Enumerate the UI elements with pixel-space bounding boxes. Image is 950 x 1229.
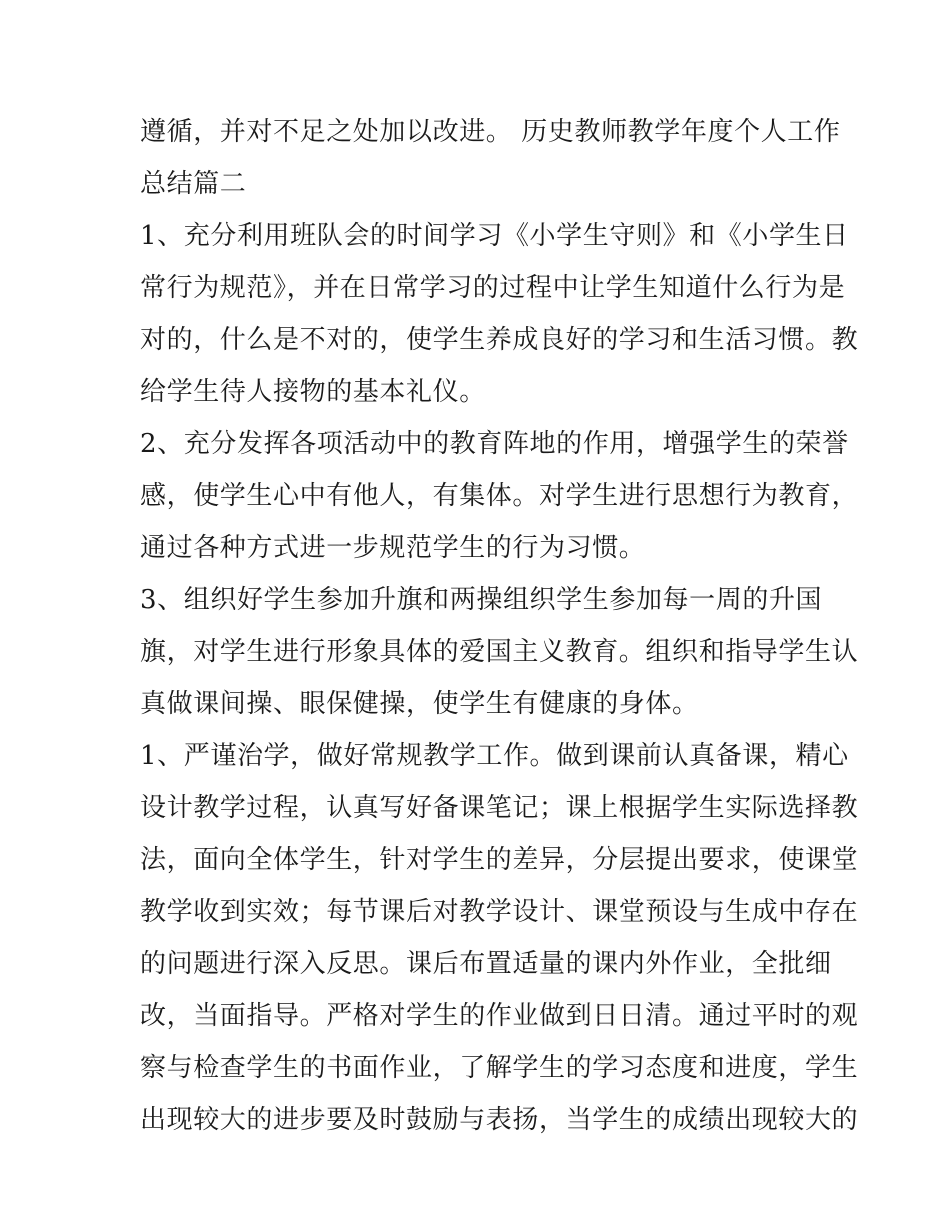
text-line: 改，当面指导。严格对学生的作业做到日日清。通过平时的观 xyxy=(140,1001,859,1031)
text-line: 教学收到实效；每节课后对教学设计、课堂预设与生成中存在 xyxy=(140,897,859,927)
text-line: 真做课间操、眼保健操，使学生有健康的身体。 xyxy=(140,689,699,719)
text-line: 1、严谨治学，做好常规教学工作。做到课前认真备课，精心 xyxy=(140,741,849,771)
text-line: 的问题进行深入反思。课后布置适量的课内外作业，全批细 xyxy=(140,949,832,979)
text-line: 遵循，并对不足之处加以改进。 历史教师教学年度个人工作 xyxy=(140,117,841,147)
text-line: 1、充分利用班队会的时间学习《小学生守则》和《小学生日 xyxy=(140,221,849,251)
text-line: 常行为规范》，并在日常学习的过程中让学生知道什么行为是 xyxy=(140,273,846,303)
text-line: 法，面向全体学生，针对学生的差异，分层提出要求，使课堂 xyxy=(140,845,859,875)
text-line: 对的，什么是不对的，使学生养成良好的学习和生活习惯。教 xyxy=(140,325,859,355)
text-line: 察与检查学生的书面作业，了解学生的学习态度和进度，学生 xyxy=(140,1053,859,1083)
document-body xyxy=(140,106,859,1146)
text-line: 通过各种方式进一步规范学生的行为习惯。 xyxy=(140,533,646,563)
text-line: 出现较大的进步要及时鼓励与表扬，当学生的成绩出现较大的 xyxy=(140,1105,859,1135)
text-line: 3、组织好学生参加升旗和两操组织学生参加每一周的升国 xyxy=(140,585,823,615)
text-line: 设计教学过程，认真写好备课笔记；课上根据学生实际选择教 xyxy=(140,793,859,823)
text-line: 旗，对学生进行形象具体的爱国主义教育。组织和指导学生认 xyxy=(140,637,859,667)
text-line: 给学生待人接物的基本礼仪。 xyxy=(140,377,486,407)
text-line: 2、充分发挥各项活动中的教育阵地的作用，增强学生的荣誉 xyxy=(140,429,849,459)
text-line: 感，使学生心中有他人，有集体。对学生进行思想行为教育， xyxy=(140,481,859,511)
text-line: 总结篇二 xyxy=(140,169,247,199)
